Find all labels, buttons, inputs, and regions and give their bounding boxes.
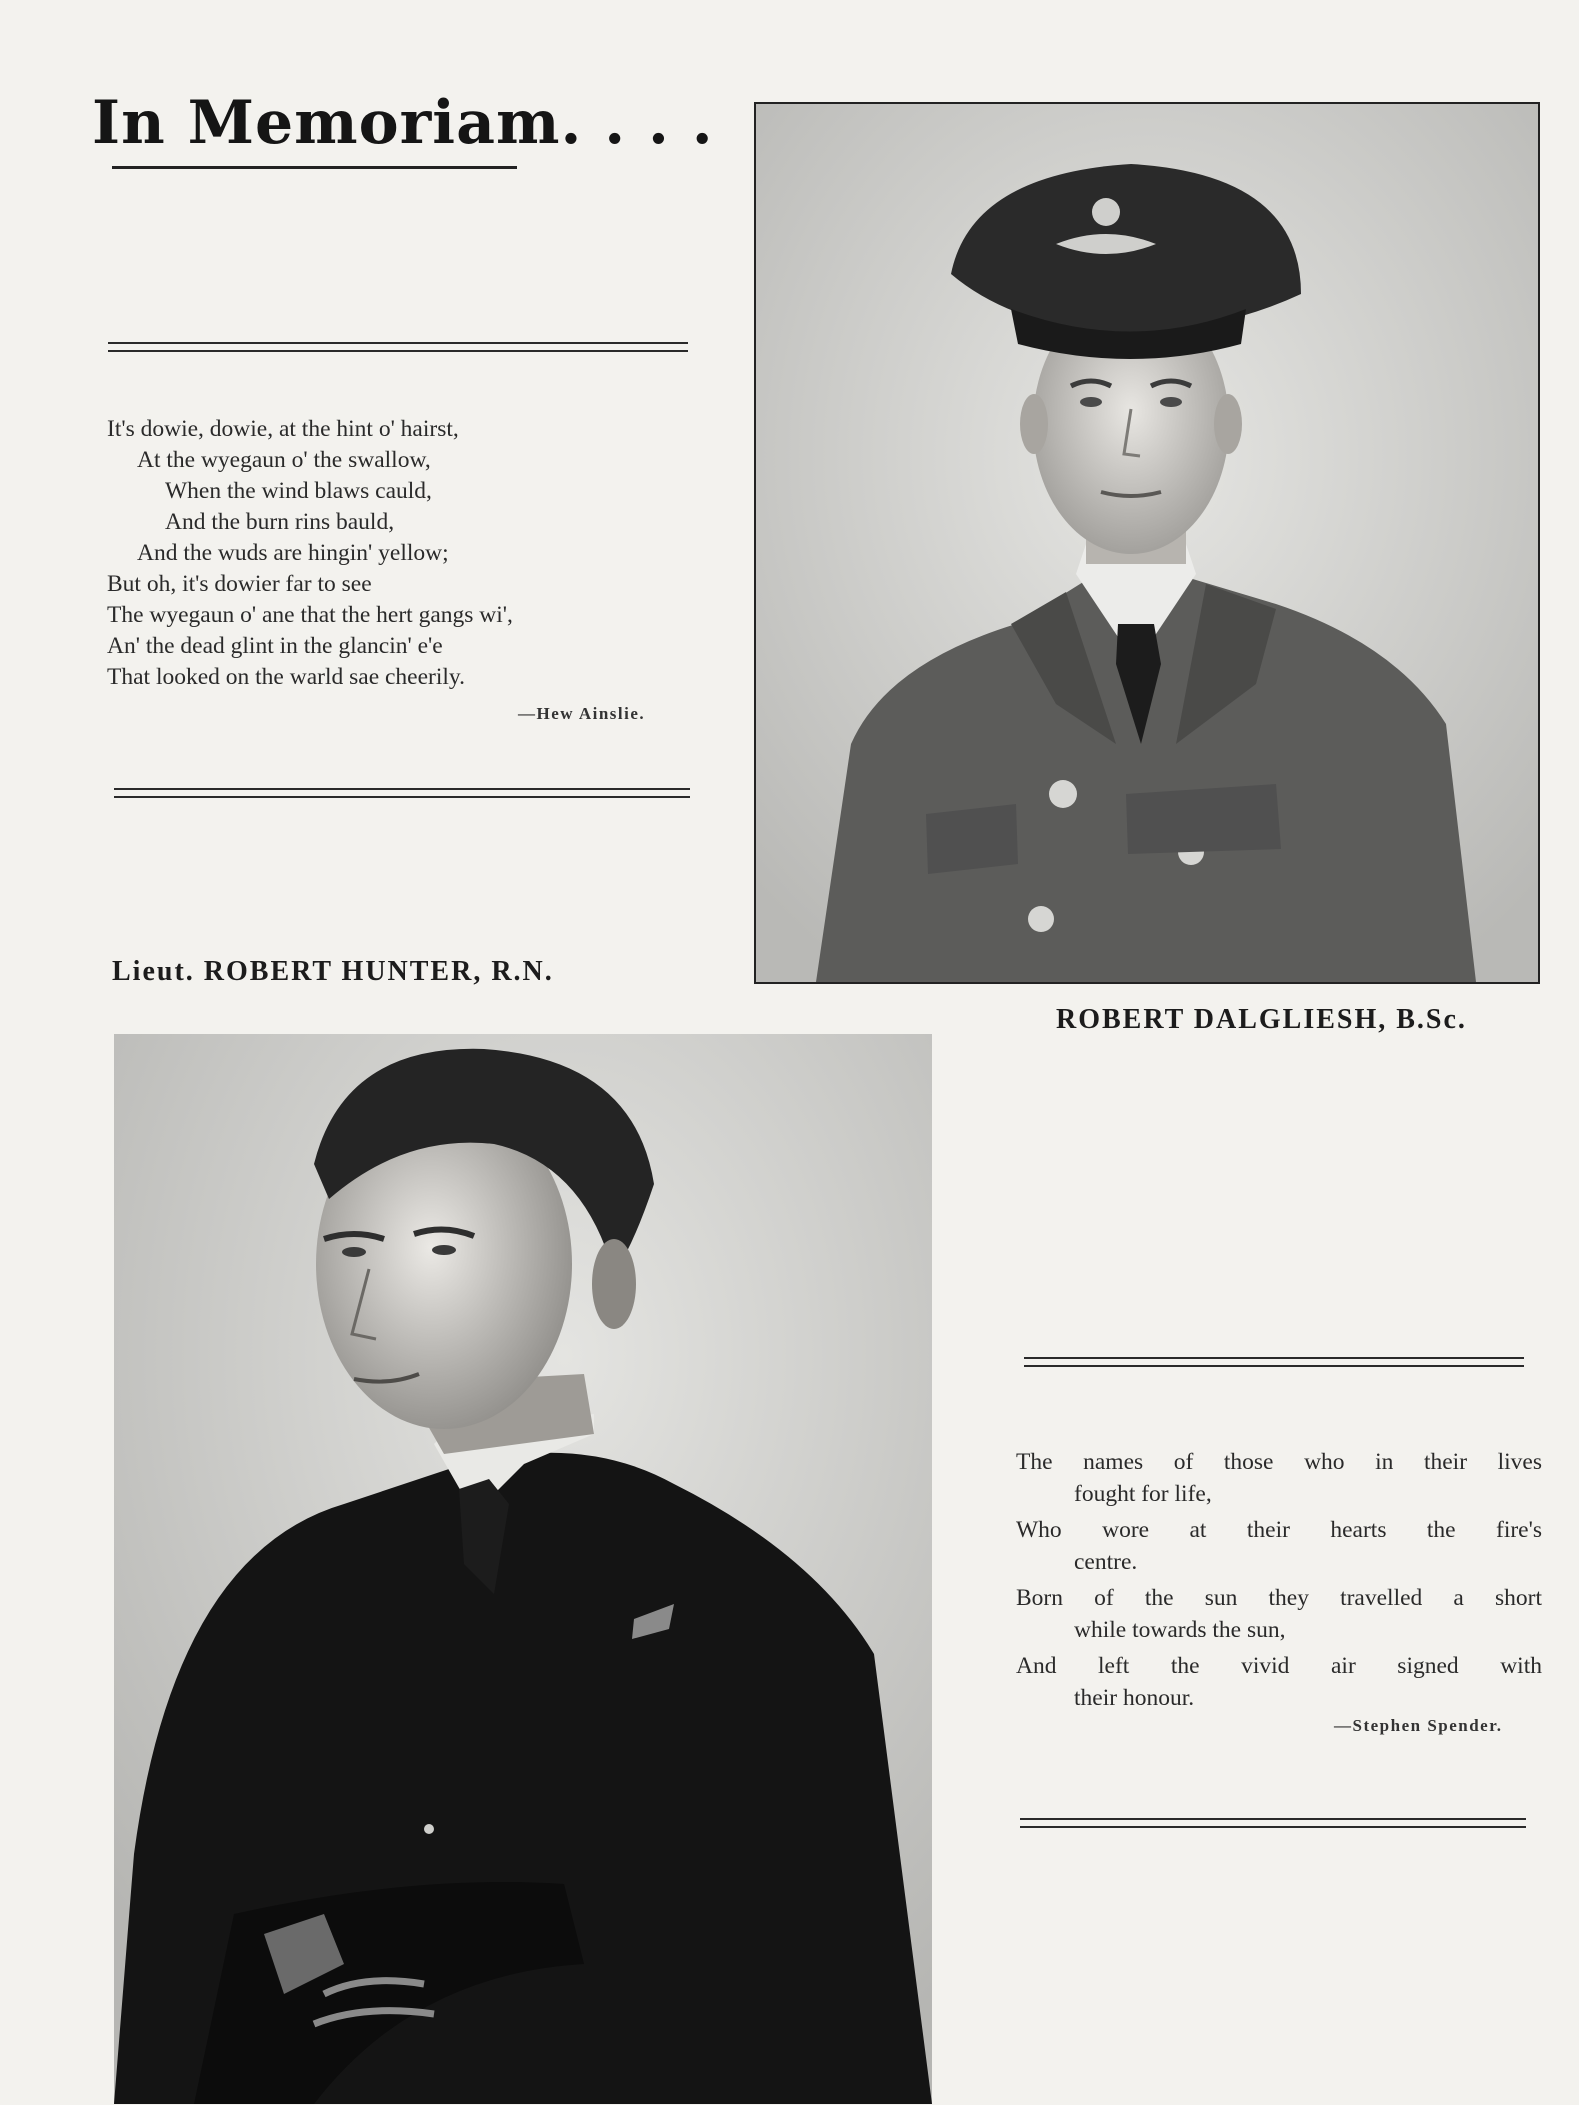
poem-stanza	[1016, 1582, 1542, 1646]
caption-hunter: Lieut. ROBERT HUNTER, R.N.	[112, 956, 554, 987]
poem-line: An' the dead glint in the glancin' e'e	[107, 633, 443, 659]
title-underline	[112, 166, 517, 169]
poem-line: And left the vivid air signed with	[1016, 1653, 1542, 1679]
poem-line: When the wind blaws cauld,	[165, 478, 432, 504]
poem-line: centre.	[1074, 1549, 1138, 1575]
poem-stephen-spender	[1016, 1446, 1542, 1714]
poem-line: At the wyegaun o' the swallow,	[137, 447, 431, 473]
poem-line: Born of the sun they travelled a short	[1016, 1585, 1542, 1611]
poem1-attribution: —Hew Ainslie.	[518, 704, 646, 723]
portrait-dalgliesh	[754, 102, 1540, 984]
poem2-top-rule	[1024, 1357, 1524, 1367]
poem-hew-ainslie	[107, 414, 513, 693]
portrait-hunter	[114, 1034, 932, 2104]
poem2-attribution: —Stephen Spender.	[1334, 1716, 1503, 1735]
poem-line: That looked on the warld sae cheerily.	[107, 664, 466, 690]
poem-line: their honour.	[1074, 1685, 1195, 1711]
poem-line: fought for life,	[1074, 1481, 1212, 1507]
poem-line: And the wuds are hingin' yellow;	[137, 540, 449, 566]
poem1-bottom-rule	[114, 788, 690, 798]
poem-line: The names of those who in their lives	[1016, 1449, 1542, 1475]
poem-stanza	[1016, 1650, 1542, 1714]
poem-line: But oh, it's dowier far to see	[107, 571, 372, 597]
poem-stanza	[1016, 1446, 1542, 1510]
poem-line: The wyegaun o' ane that the hert gangs wi',	[107, 602, 513, 628]
poem-stanza	[1016, 1514, 1542, 1578]
poem-line: Who wore at their hearts the fire's	[1016, 1517, 1542, 1543]
poem-line: It's dowie, dowie, at the hint o' hairst,	[107, 416, 459, 442]
poem-line: while towards the sun,	[1074, 1617, 1286, 1643]
poem1-top-rule	[108, 342, 688, 352]
page-title: In Memoriam. . . .	[92, 88, 714, 158]
caption-dalgliesh: ROBERT DALGLIESH, B.Sc.	[1056, 1004, 1467, 1035]
poem2-bottom-rule	[1020, 1818, 1526, 1828]
poem-line: And the burn rins bauld,	[165, 509, 395, 535]
